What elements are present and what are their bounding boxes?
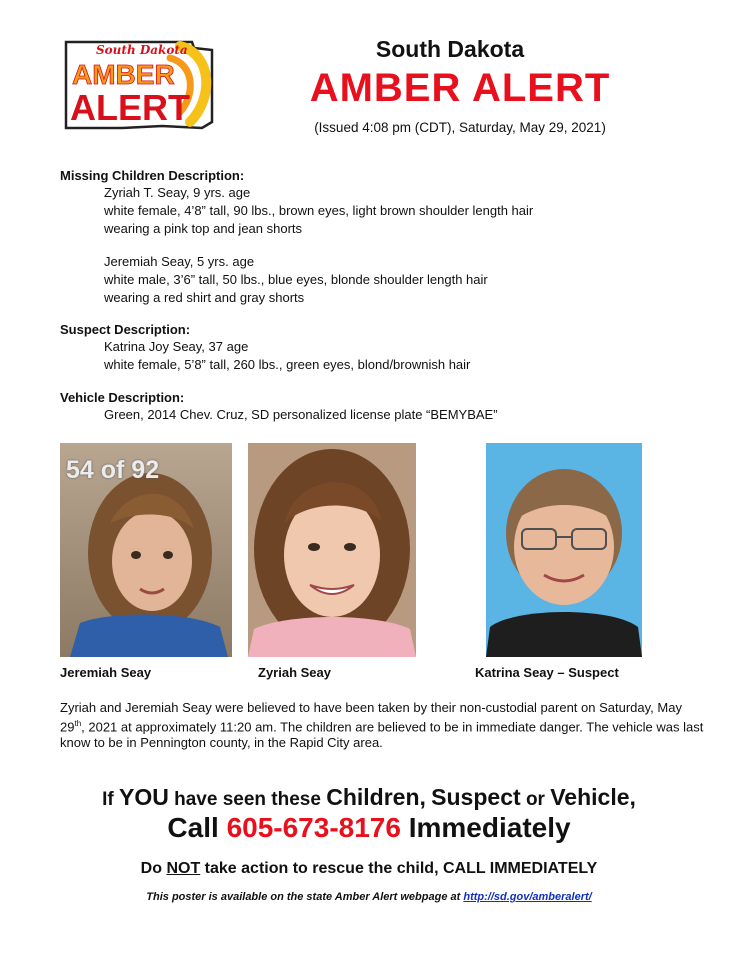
svg-text:ALERT: ALERT — [70, 87, 190, 128]
paragraph-text-2: , 2021 at approximately 11:20 am. The children are believed to be in immediate danger. The vehicle was last know to be in Pennington county, in the Rapid City area. — [60, 719, 704, 751]
svg-text:AMBER: AMBER — [72, 59, 175, 90]
amber-alert-logo — [62, 36, 222, 136]
cta-line-1 — [0, 784, 738, 811]
missing-children-heading: Missing Children Description: — [60, 168, 245, 183]
child1-name: Zyriah T. Seay, 9 yrs. age — [104, 185, 251, 200]
warning-do: Do — [140, 860, 162, 877]
cta-word: YOU — [119, 784, 169, 810]
cta-word: have seen these — [174, 789, 321, 810]
caption-jeremiah: Jeremiah Seay — [60, 665, 152, 680]
cta-word: Suspect — [431, 784, 521, 810]
suspect-description: white female, 5’8” tall, 260 lbs., green eyes, blond/brownish hair — [104, 357, 471, 372]
alert-title: AMBER ALERT — [309, 66, 611, 110]
amber-alert-link[interactable]: http://sd.gov/amberalert/ — [463, 891, 592, 903]
poster-footer — [0, 891, 738, 903]
cta-word: Vehicle, — [550, 784, 636, 810]
child2-name: Jeremiah Seay, 5 yrs. age — [104, 254, 255, 269]
suspect-name: Katrina Joy Seay, 37 age — [104, 339, 249, 354]
photo-counter: 54 of 92 — [66, 456, 160, 484]
cta-word: Children, — [326, 784, 426, 810]
paragraph-ordinal: th — [74, 719, 82, 728]
call-word: Call — [167, 812, 219, 843]
child2-description: white male, 3’6” tall, 50 lbs., blue eyes, blonde shoulder length hair — [104, 272, 488, 287]
cta-word: If — [102, 789, 114, 810]
vehicle-description: Green, 2014 Chev. Cruz, SD personalized license plate “BEMYBAE” — [104, 407, 498, 422]
cta-word: or — [525, 789, 545, 810]
caption-katrina: Katrina Seay – Suspect — [475, 665, 619, 680]
state-heading: South Dakota — [375, 36, 525, 62]
child2-clothing: wearing a red shirt and gray shorts — [104, 290, 305, 305]
immediately-word: Immediately — [408, 812, 571, 843]
footer-text: This poster is available on the state Amber Alert webpage at — [146, 891, 461, 903]
warning-not: NOT — [166, 860, 201, 877]
cta-phone-line — [0, 812, 738, 844]
warning-line — [0, 860, 738, 878]
warning-rest: take action to rescue the child, CALL IMMEDIATELY — [204, 860, 598, 877]
child1-description: white female, 4’8” tall, 90 lbs., brown eyes, light brown shoulder length hair — [104, 203, 534, 218]
suspect-heading: Suspect Description: — [60, 322, 191, 337]
zyriah-photo — [248, 443, 416, 657]
phone-number[interactable]: 605-673-8176 — [226, 812, 401, 843]
svg-text:South Dakota: South Dakota — [96, 43, 188, 57]
issued-timestamp: (Issued 4:08 pm (CDT), Saturday, May 29, 2021) — [314, 120, 606, 135]
incident-paragraph — [60, 700, 710, 751]
caption-zyriah: Zyriah Seay — [258, 665, 331, 680]
katrina-photo — [486, 443, 642, 657]
vehicle-heading: Vehicle Description: — [60, 390, 185, 405]
paragraph-text-1: Zyriah and Jeremiah Seay were believed to have been taken by their non-custodial parent on Saturday, May 29 — [60, 700, 682, 735]
child1-clothing: wearing a pink top and jean shorts — [104, 221, 303, 236]
